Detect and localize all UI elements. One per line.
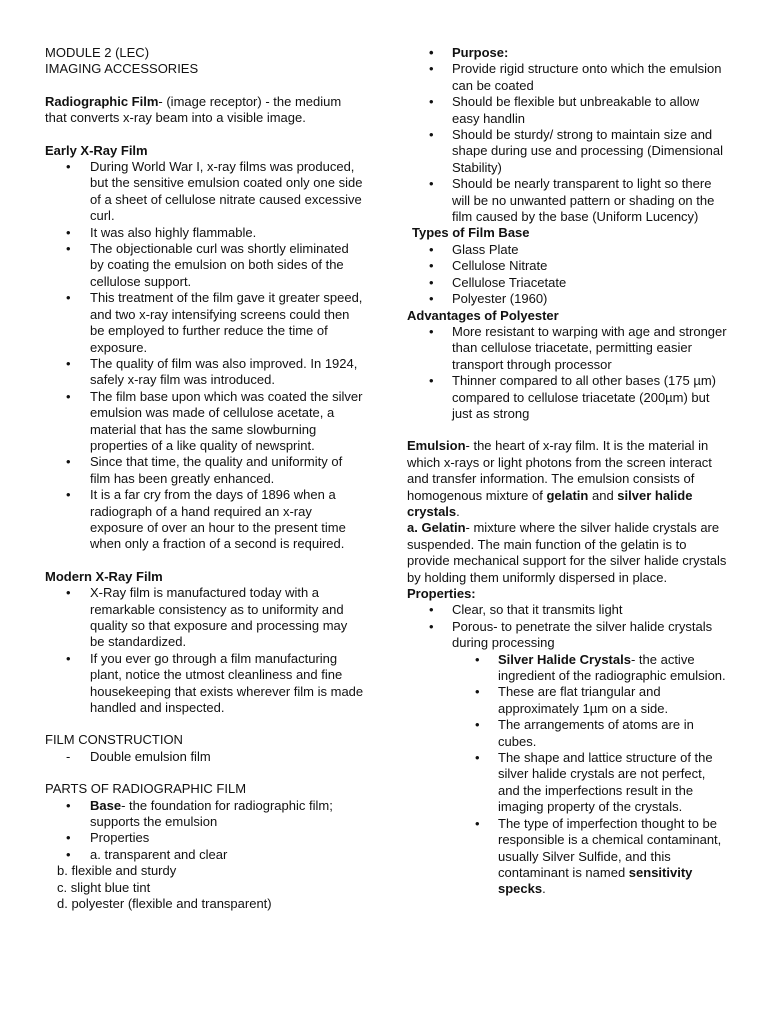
and-word: and <box>588 487 618 503</box>
list-item: • The quality of film was also improved. In 1924, safely x-ray film was introduced. <box>45 356 365 389</box>
property-c: c. slight blue tint <box>57 879 151 895</box>
list-item: • It is a far cry from the days of 1896 when a radiograph of a hand required an x-ray exposure of over an hour to the present time when only a fraction of a second is required. <box>45 487 365 553</box>
properties-item: • Properties <box>45 830 365 846</box>
list-item: • X-Ray film is manufactured today with a remarkable consistency as to uniformity and quality so that exposure and processing may be standardized. <box>45 585 365 651</box>
list-item: - Double emulsion film <box>45 749 365 765</box>
properties-list <box>407 602 727 651</box>
silver-halide-words: silver halide crystals <box>407 487 693 519</box>
list-item: • These are flat triangular and approximately 1µm on a side. <box>407 684 727 717</box>
gelatin-term: a. Gelatin <box>407 520 466 536</box>
list-item: • This treatment of the film gave it greater speed, and two x-ray intensifying screens could then be employed to further reduce the time of exposure. <box>45 290 365 356</box>
gelatin-word: gelatin <box>546 487 589 503</box>
parts-heading: PARTS OF RADIOGRAPHIC FILM <box>45 781 247 797</box>
base-def: - the foundation for radiographic film; supports the emulsion <box>90 797 333 830</box>
list-item: • It was also highly flammable. <box>45 225 365 241</box>
properties-heading: Properties: <box>407 586 476 601</box>
sensitivity-specks: sensitivity specks <box>498 864 693 897</box>
gelatin-paragraph <box>407 520 727 586</box>
radiographic-film-def: - (image receptor) - the medium that converts x-ray beam into a visible image. <box>45 93 342 126</box>
radiographic-film-term: Radiographic Film <box>45 93 159 109</box>
silver-halide-list <box>407 652 727 898</box>
period: . <box>456 503 460 519</box>
property-d: d. polyester (flexible and transparent) <box>57 896 272 912</box>
left-column <box>45 45 365 913</box>
list-item: • Cellulose Triacetate <box>407 275 727 291</box>
final-period: . <box>542 881 546 897</box>
list-item: • More resistant to warping with age and stronger than cellulose triacetate, permitting easier transport through processor <box>407 324 727 373</box>
advantages-heading: Advantages of Polyester <box>407 307 559 323</box>
module-title: MODULE 2 (LEC) <box>45 45 150 60</box>
shc-item <box>407 652 727 685</box>
list-item: • Since that time, the quality and uniformity of film has been greatly enhanced. <box>45 454 365 487</box>
list-item: • Porous- to penetrate the silver halide crystals during processing <box>407 619 727 652</box>
list-item: • If you ever go through a film manufacturing plant, notice the utmost cleanliness and fine housekeeping that exists wherever film is made handled and inspected. <box>45 651 365 717</box>
base-term: Base <box>90 797 122 813</box>
list-item: • Clear, so that it transmits light <box>407 602 727 618</box>
list-item: • The objectionable curl was shortly eliminated by coating the emulsion on both sides of the cellulose support. <box>45 241 365 290</box>
modern-film-heading: Modern X-Ray Film <box>45 568 163 584</box>
early-film-list <box>45 159 365 553</box>
list-item: • The film base upon which was coated the silver emulsion was made of cellulose acetate, a material that has the same slowburning properties of a like quality of newsprint. <box>45 389 365 455</box>
film-construction-list <box>45 749 365 765</box>
list-item: • Should be sturdy/ strong to maintain size and shape during use and processing (Dimensional Stability) <box>407 127 727 176</box>
types-list <box>407 242 727 308</box>
list-item: • Should be flexible but unbreakable to allow easy handlin <box>407 94 727 127</box>
list-item: • Glass Plate <box>407 242 727 258</box>
last-item <box>407 816 727 898</box>
list-item: • The arrangements of atoms are in cubes. <box>407 717 727 750</box>
list-item: • Should be nearly transparent to light so there will be no unwanted pattern or shading on the film caused by the base (Uniform Lucency) <box>407 176 727 225</box>
list-item: • Cellulose Nitrate <box>407 258 727 274</box>
list-item: • During World War I, x-ray films was produced, but the sensitive emulsion coated only one side of a sheet of cellulose nitrate caused excessive curl. <box>45 159 365 225</box>
last-item-text: The type of imperfection thought to be responsible is a chemical contaminant, usually Silver Sulfide, and this contaminant is named <box>498 815 722 880</box>
shc-def: - the active ingredient of the radiographic emulsion. <box>498 651 726 684</box>
emulsion-paragraph <box>407 438 727 520</box>
list-item: • The shape and lattice structure of the silver halide crystals are not perfect, and the imperfections result in the imaging property of the crystals. <box>407 750 727 816</box>
shc-term: Silver Halide Crystals <box>498 651 631 667</box>
early-film-heading: Early X-Ray Film <box>45 142 148 158</box>
emulsion-term: Emulsion <box>407 438 466 454</box>
film-construction-heading: FILM CONSTRUCTION <box>45 732 183 748</box>
advantages-list <box>407 324 727 422</box>
module-subtitle: IMAGING ACCESSORIES <box>45 61 199 77</box>
property-a: • a. transparent and clear <box>45 847 365 863</box>
list-item: • Thinner compared to all other bases (175 µm) compared to cellulose triacetate (200µm) but just as strong <box>407 373 727 422</box>
right-column <box>407 45 727 898</box>
purpose-label: • Purpose: <box>407 45 727 61</box>
list-item: • Polyester (1960) <box>407 291 727 307</box>
parts-list <box>45 798 365 864</box>
purpose-list <box>407 45 727 225</box>
property-b: b. flexible and sturdy <box>57 863 177 879</box>
list-item: • Provide rigid structure onto which the emulsion can be coated <box>407 61 727 94</box>
modern-film-list <box>45 585 365 716</box>
types-heading: Types of Film Base <box>412 225 530 241</box>
gelatin-def: - mixture where the silver halide crystals are suspended. The main function of the gelatin is to provide mechanical support for the silver halide crystals by holding them uniformly dispersed in place. <box>407 520 727 585</box>
radiographic-film-definition <box>45 94 365 127</box>
base-item <box>45 798 365 831</box>
emulsion-def: - the heart of x-ray film. It is the material in which x-rays or light photons from the screen interact and transfer information. The emulsion consists of homogenous mixture of <box>407 438 712 503</box>
